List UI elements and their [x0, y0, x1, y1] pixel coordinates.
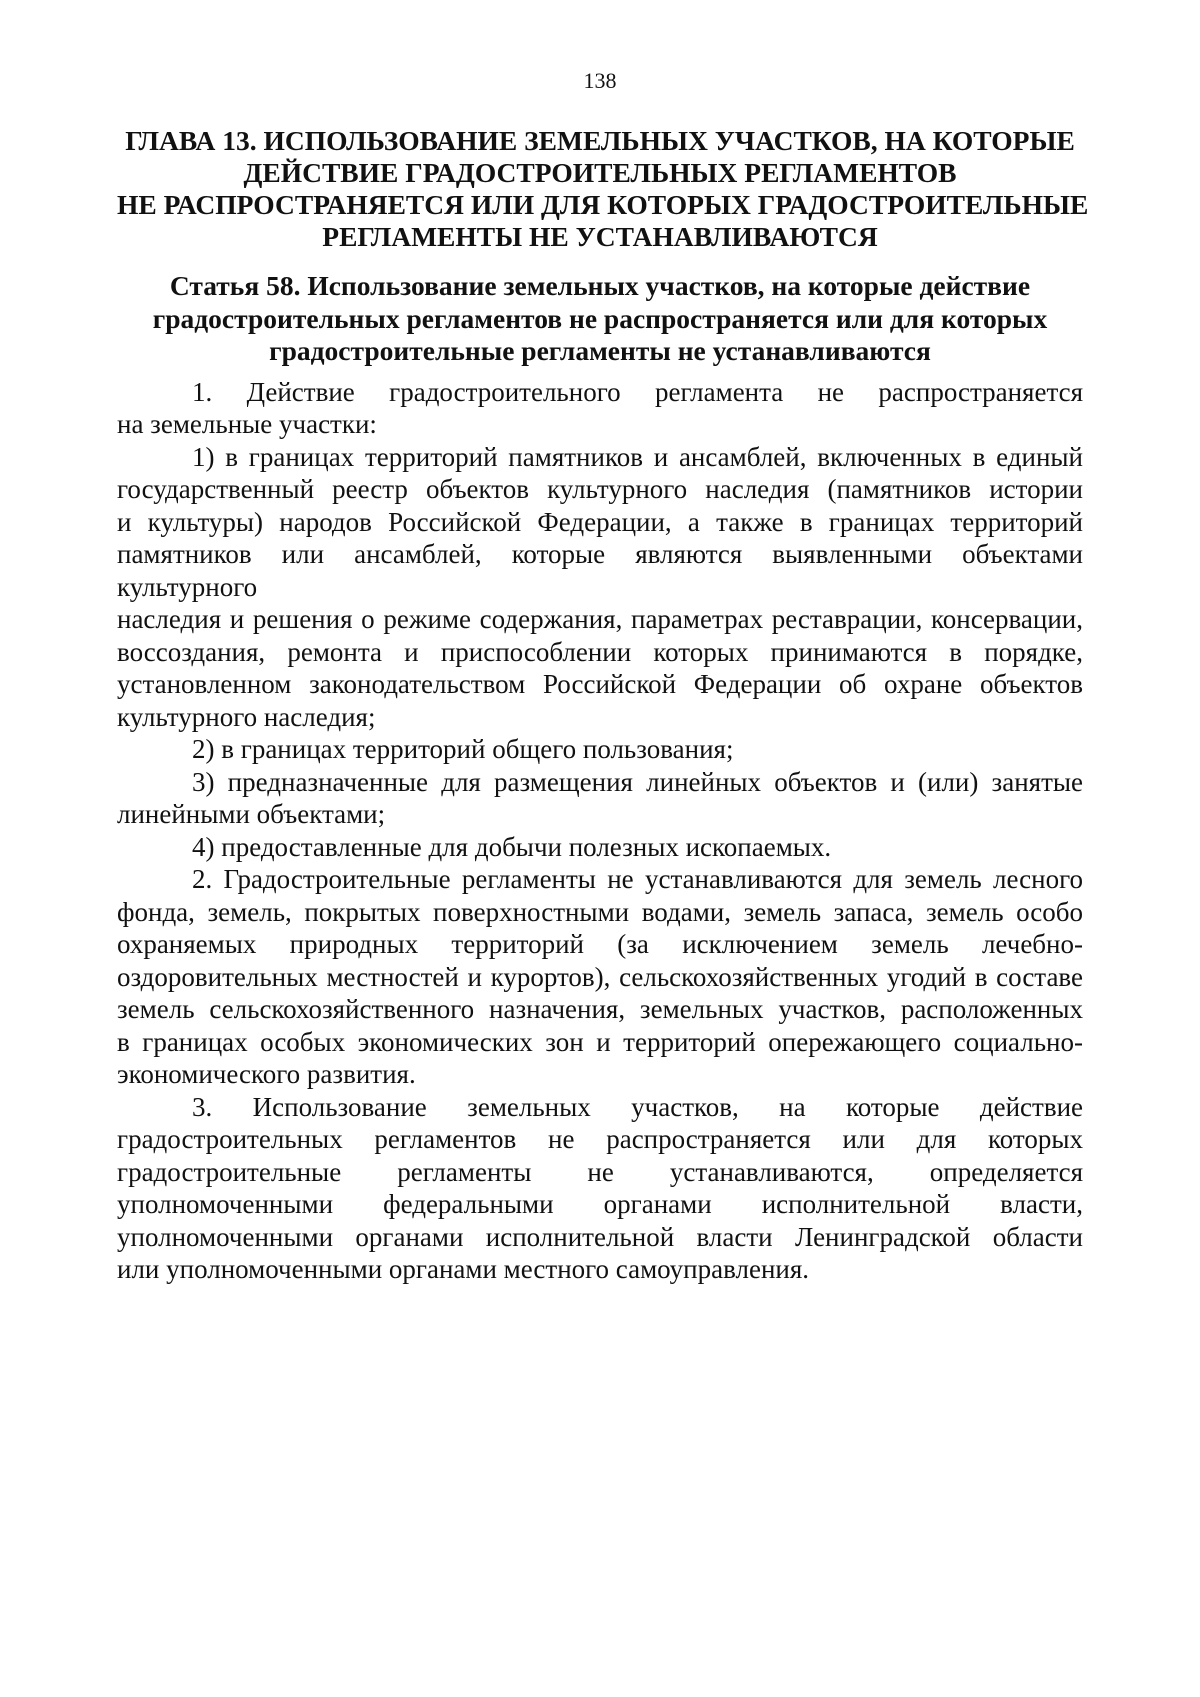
article-title-line: Статья 58. Использование земельных участков, на которые действие: [169, 270, 1031, 301]
article-paragraph: [117, 441, 1083, 734]
paragraph-line: 3) предназначенные для размещения линейных объектов и (или) занятые: [192, 766, 1083, 797]
article-title: [117, 270, 1083, 368]
paragraph-line: на земельные участки:: [117, 409, 377, 439]
article-title-line: градостроительные регламенты не устанавливаются: [269, 335, 931, 366]
paragraph-line: 2) в границах территорий общего пользования;: [192, 734, 734, 764]
article-body: [117, 376, 1083, 1286]
chapter-title-line: ДЕЙСТВИЕ ГРАДОСТРОИТЕЛЬНЫХ РЕГЛАМЕНТОВ: [243, 157, 957, 188]
paragraph-line: или уполномоченными органами местного самоуправления.: [117, 1254, 810, 1284]
paragraph-line: градостроительных регламентов не распространяется или для которых: [117, 1124, 1083, 1154]
paragraph-line: градостроительные регламенты не устанавливаются, определяется: [117, 1156, 1083, 1187]
paragraph-line: 1. Действие градостроительного регламента не распространяется: [192, 376, 1083, 407]
paragraph-line: 3. Использование земельных участков, на которые действие: [192, 1091, 1083, 1122]
chapter-title-line: РЕГЛАМЕНТЫ НЕ УСТАНАВЛИВАЮТСЯ: [322, 221, 878, 252]
page-number: 138: [583, 68, 617, 93]
paragraph-line: уполномоченными органами исполнительной власти Ленинградской области: [117, 1221, 1083, 1252]
article-paragraph: [117, 863, 1083, 1091]
paragraph-line: 4) предоставленные для добычи полезных ископаемых.: [192, 831, 832, 862]
paragraph-line: оздоровительных местностей и курортов), сельскохозяйственных угодий в составе: [117, 961, 1083, 992]
paragraph-line: 1) в границах территорий памятников и ансамблей, включенных в единый: [192, 441, 1083, 472]
article-paragraph: [117, 831, 1083, 864]
paragraph-line: земель сельскохозяйственного назначения, земельных участков, расположенных: [117, 994, 1083, 1024]
chapter-title: [117, 125, 1089, 253]
paragraph-line: государственный реестр объектов культурного наследия (памятников истории: [117, 474, 1083, 504]
paragraph-line: памятников или ансамблей, которые являются выявленными объектами культурного: [117, 539, 1083, 602]
chapter-title-line: ГЛАВА 13. ИСПОЛЬЗОВАНИЕ ЗЕМЕЛЬНЫХ УЧАСТКОВ, НА КОТОРЫЕ: [125, 125, 1075, 156]
paragraph-line: установленном законодательством Российской Федерации об охране объектов: [117, 669, 1083, 699]
article-paragraph: [117, 376, 1083, 441]
paragraph-line: охраняемых природных территорий (за исключением земель лечебно-: [117, 929, 1083, 959]
paragraph-line: культурного наследия;: [117, 701, 376, 732]
paragraph-line: фонда, земель, покрытых поверхностными водами, земель запаса, земель особо: [117, 896, 1083, 927]
article-paragraph: [117, 766, 1083, 831]
page-content: [117, 125, 1089, 1286]
article-paragraph: [117, 1091, 1083, 1286]
paragraph-line: уполномоченными федеральными органами исполнительной власти,: [117, 1189, 1083, 1219]
paragraph-line: экономического развития.: [117, 1059, 416, 1089]
paragraph-line: наследия и решения о режиме содержания, параметрах реставрации, консервации,: [117, 604, 1083, 634]
paragraph-line: в границах особых экономических зон и территорий опережающего социально-: [117, 1026, 1083, 1057]
paragraph-line: воссоздания, ремонта и приспособлении которых принимаются в порядке,: [117, 636, 1083, 667]
article-paragraph: [117, 733, 1083, 766]
paragraph-line: 2. Градостроительные регламенты не устанавливаются для земель лесного: [192, 864, 1083, 894]
chapter-title-line: НЕ РАСПРОСТРАНЯЕТСЯ ИЛИ ДЛЯ КОТОРЫХ ГРАДОСТРОИТЕЛЬНЫЕ: [117, 189, 1089, 220]
article-title-line: градостроительных регламентов не распространяется или для которых: [152, 302, 1048, 334]
paragraph-line: и культуры) народов Российской Федерации, а также в границах территорий: [117, 506, 1083, 537]
paragraph-line: линейными объектами;: [117, 799, 386, 829]
